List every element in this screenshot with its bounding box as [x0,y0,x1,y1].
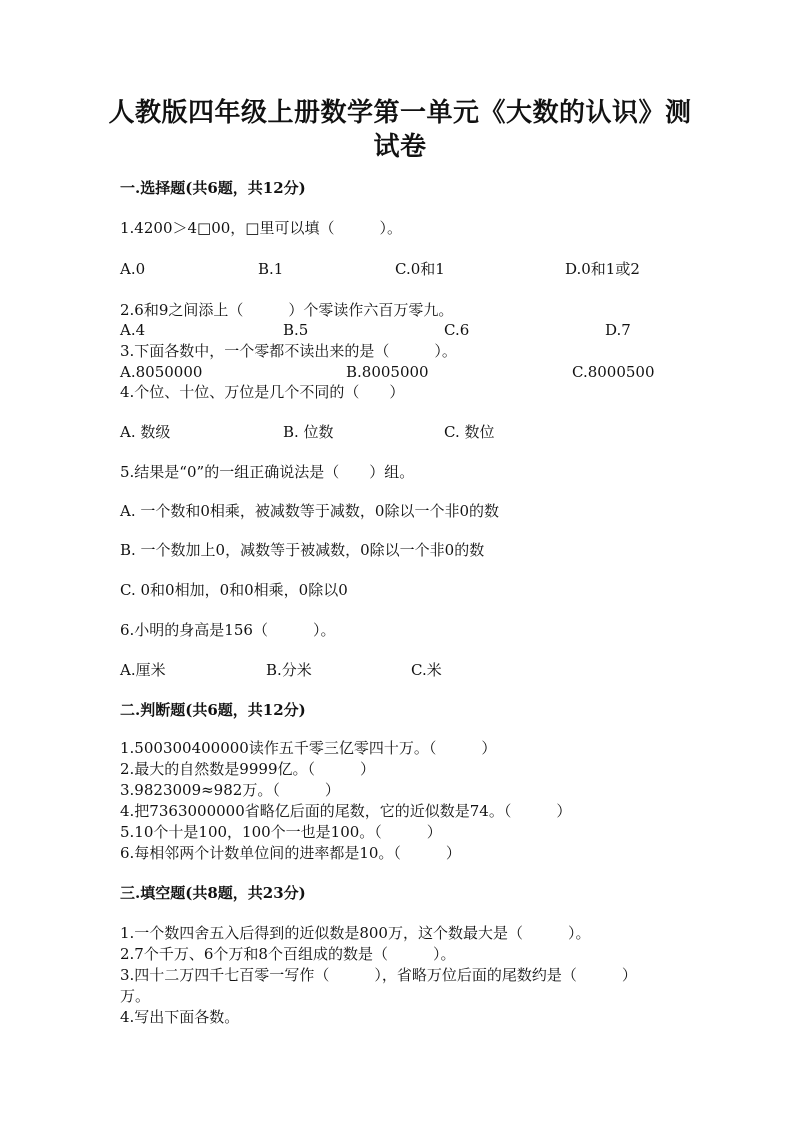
q4-option-c: C. 数位 [444,423,495,441]
q1-option-b: B.1 [258,260,284,278]
fill-in-item-3: 3.四十二万四千七百零一写作（ ），省略万位后面的尾数约是（ ） [120,966,637,984]
q1-option-d: D.0和1或2 [565,260,640,278]
question-6: 6.小明的身高是156（ ）。 [120,621,336,639]
q4-option-a: A. 数级 [120,423,171,441]
question-1: 1.4200＞4□00，□里可以填（ ）。 [120,219,402,237]
q2-option-c: C.6 [444,321,470,339]
q6-option-b: B.分米 [266,661,312,679]
question-5: 5.结果是“0”的一组正确说法是（ ）组。 [120,463,415,481]
question-2: 2.6和9之间添上（ ）个零读作六百万零九。 [120,301,454,319]
q5-option-b: B. 一个数加上0，减数等于被减数，0除以一个非0的数 [120,541,485,559]
question-4: 4.个位、十位、万位是几个不同的（ ） [120,383,405,401]
judgement-item-5: 5.10个十是100，100个一也是100。（ ） [120,823,442,841]
fill-in-item-3-continued: 万。 [120,987,151,1005]
q5-option-c: C. 0和0相加，0和0相乘，0除以0 [120,581,348,599]
page-title-line2: 试卷 [373,132,427,162]
judgement-item-6: 6.每相邻两个计数单位间的进率都是10。（ ） [120,844,461,862]
judgement-item-1: 1.500300400000读作五千零三亿零四十万。（ ） [120,739,497,757]
q6-option-c: C.米 [411,661,442,679]
judgement-item-4: 4.把7363000000省略亿后面的尾数，它的近似数是74。（ ） [120,802,572,820]
section-heading-judgement: 二.判断题(共6题，共12分) [120,701,306,719]
q1-option-a: A.0 [120,260,146,278]
fill-in-item-1: 1.一个数四舍五入后得到的近似数是800万，这个数最大是（ ）。 [120,924,591,942]
page-title-line1: 人教版四年级上册数学第一单元《大数的认识》测 [108,98,692,128]
fill-in-item-2: 2.7个千万、6个万和8个百组成的数是（ ）。 [120,945,456,963]
fill-in-item-4: 4.写出下面各数。 [120,1008,240,1026]
section-heading-choice: 一.选择题(共6题，共12分) [120,179,306,197]
q3-option-a: A.8050000 [120,363,203,381]
judgement-item-3: 3.9823009≈982万。（ ） [120,781,340,799]
q2-option-b: B.5 [283,321,309,339]
q1-option-c: C.0和1 [395,260,445,278]
q2-option-d: D.7 [605,321,631,339]
q2-option-a: A.4 [120,321,146,339]
q4-option-b: B. 位数 [283,423,334,441]
q3-option-b: B.8005000 [346,363,429,381]
q6-option-a: A.厘米 [120,661,166,679]
judgement-item-2: 2.最大的自然数是9999亿。（ ） [120,760,375,778]
section-heading-fill-in: 三.填空题(共8题，共23分) [120,884,306,902]
question-3: 3.下面各数中，一个零都不读出来的是（ ）。 [120,342,457,360]
q5-option-a: A. 一个数和0相乘，被减数等于减数，0除以一个非0的数 [120,502,500,520]
q3-option-c: C.8000500 [572,363,655,381]
